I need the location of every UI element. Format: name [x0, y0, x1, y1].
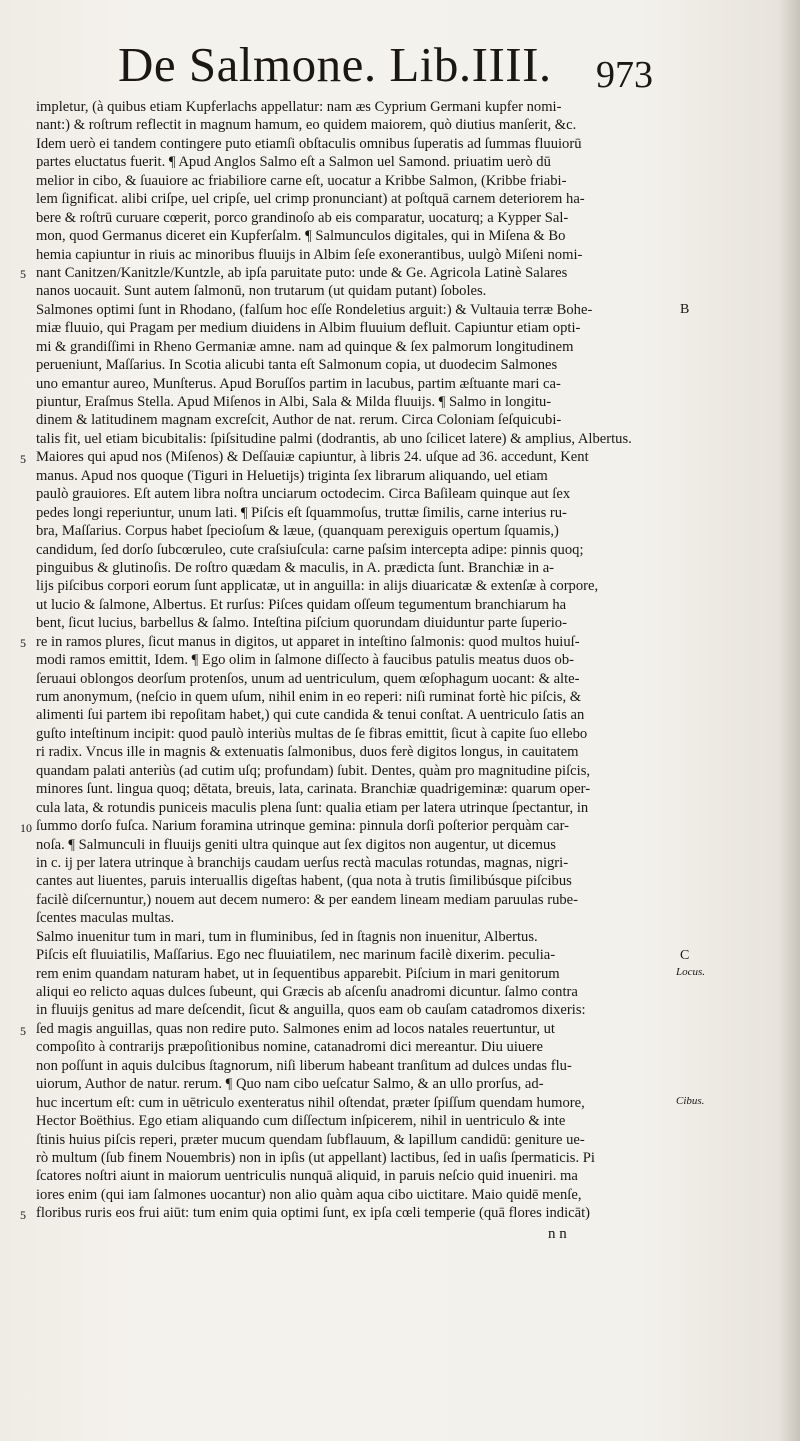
text-line: noſa. ¶ Salmunculi in fluuijs geniti ultra quinque aut ſex digitos non augentur, ut dicemus [36, 836, 556, 853]
text-line: pedes longi reperiuntur, unum lati. ¶ Piſcis eſt ſquammoſus, truttæ ſimilis, carne interius ru- [36, 504, 567, 521]
text-line: impletur, (à quibus etiam Kupferlachs appellatur: nam æs Cyprium Germani kupfer nomi- [36, 99, 562, 115]
text-line: lijs piſcibus corpori eorum ſunt applicatæ, ut in anguilla: in alijs diuaricatæ & extenſæ à corpore, [36, 578, 599, 595]
text-line: miæ fluuio, qui Pragam per medium diuidens in Albim fluuium defluit. Capiuntur etiam opti- [36, 320, 581, 337]
text-line: ſcentes maculas multas. [36, 910, 175, 927]
text-line: ſeruaui oblongos deorſum protenſos, unum ad uentriculum, quem œſophagum uocant: & alte- [36, 670, 580, 687]
text-line: nanos uocauit. Sunt autem ſalmonū, non trutarum (ut quidam putant) ſoboles. [36, 283, 487, 300]
section-letter: C [680, 947, 690, 963]
body-text [36, 98, 672, 1223]
section-letter: B [680, 301, 690, 317]
text-line: manus. Apud nos quoque (Tiguri in Heluetijs) triginta ſex librarum aliquando, uel etiam [36, 467, 548, 484]
text-line: Salmones optimi ſunt in Rhodano, (falſum hoc eſſe Rondeletius arguit:) & Vultauia terræ Bohe- [36, 301, 593, 318]
text-line: Maiores qui apud nos (Miſenos) & Deſſauiæ capiuntur, à libris 24. uſque ad 36. accedunt, Kent [36, 449, 589, 466]
text-line: in fluuijs genitus ad mare deſcendit, ſicut & anguilla, quos eam ob cauſam catadromos dixeris: [36, 1002, 586, 1019]
text-line: Salmo inuenitur tum in mari, tum in fluminibus, ſed in ſtagnis non inuenitur, Albertus. [36, 928, 538, 945]
left-margin-number: 5 [20, 451, 26, 466]
text-line: perueniunt, Maſſarius. In Scotia alicubi tanta eſt Salmonum copia, ut duodecim Salmones [36, 357, 558, 374]
text-line: compoſito à contrarijs præpoſitionibus nomine, catanadromi dici mereantur. Diu uiuere [36, 1039, 544, 1056]
left-margin-number: 10 [20, 820, 32, 835]
text-line: alimenti ſui partem ibi repoſitam habet,) qui cute candida & tenui conſtat. A uentriculo ſatis an [36, 707, 585, 724]
text-line: talis fit, uel etiam bicubitalis: ſpiſsitudine palmi (dodrantis, ab uno ſcilicet latere) & amplius, Albertus. [36, 430, 632, 447]
text-line: nant Canitzen/Kanitzle/Kuntzle, ab ipſa paruitate puto: unde & Ge. Agricola Latinè Salares [36, 264, 568, 281]
text-line: huc incertum eſt: cum in uētriculo exenteratus nihil oſtendat, præter ſpiſſum quendam humore, [36, 1094, 585, 1111]
text-line: guſto inteſtinum incipit: quod paulò interiùs multas de ſe fibras emittit, ſicut à capite ſuo ellebo [36, 725, 588, 742]
text-line: non poſſunt in aquis dulcibus ſtagnorum, niſi liberum habeant tranſitum ad dulces undas flu- [36, 1057, 572, 1074]
signature-mark: n n [548, 1226, 567, 1242]
text-line: Piſcis eſt fluuiatilis, Maſſarius. Ego nec fluuiatilem, nec marinum facilè dixerim. peculia- [36, 947, 556, 964]
left-margin-number: 5 [20, 1208, 26, 1222]
text-line: bra, Maſſarius. Corpus habet ſpecioſum & læue, (quanquam perexiguis opertum ſquamis,) [36, 523, 559, 540]
text-line: ri radix. Vncus ille in magnis & extenuatis ſalmonibus, duos ferè digitos longus, in cauitatem [36, 744, 579, 761]
text-line: minores ſunt. lingua quoq; dētata, breuis, lata, carinata. Branchiæ quadrigeminæ: quarum oper- [36, 781, 591, 798]
text-line: re in ramos plures, ſicut manus in digitos, ut apparet in inteſtino ſalmonis: quod multos huiuſ- [36, 633, 580, 650]
text-line: dinem & latitudinem magnam excreſcit, Author de nat. rerum. Circa Coloniam ſeſquicubi- [36, 412, 562, 429]
text-line: nant:) & roſtrum reflectit in magnum hamum, eo quidem maiorem, quò diutius manſerit, &c. [36, 117, 577, 134]
text-line: bent, ſicut lucius, barbellus & ſalmo. Inteſtina piſcium quorundam diuiduntur parte ſuperio- [36, 615, 567, 632]
text-line: rò multum (ſub finem Nouembris) non in ipſis (ut appellant) lactibus, ſed in uaſis ſpermaticis. Pi [36, 1149, 595, 1166]
text-line: lem ſignificat. alibi criſpe, uel cripſe, uel crimp pronunciant) at poſtquā carnem deteriorem ha- [36, 191, 585, 208]
text-line: candidum, ſed dorſo ſubcœruleo, cute craſsiuſcula: carne paſsim intercepta adipe: pinnis quoq; [36, 541, 584, 558]
folio-number: 973 [596, 54, 653, 96]
text-line: piuntur, Eraſmus Stella. Apud Miſenos in Albi, Sala & Milda fluuijs. ¶ Salmo in longitu- [36, 394, 552, 410]
text-line: cantes aut liuentes, paruis interuallis digeſtas habent, (qua nota à trutis ſimilibúsque piſcibus [36, 873, 572, 890]
text-line: aliqui eo relicto aquas dulces ſubeunt, qui Græcis ab aſcenſu anadromi dicuntur. ſalmo contra [36, 984, 578, 1000]
text-line: ſtinis huius piſcis reperi, præter mucum quendam ſubflauum, & lapillum candidū: geniture ue- [36, 1131, 585, 1148]
text-line: ſcatores noſtri aiunt in maiorum uentriculis nunquā aliquid, in paruis neſcio quid inueniri. ma [36, 1168, 578, 1185]
text-line: iores enim (qui iam ſalmones uocantur) non alio quàm aqua cibo uictitare. Maio quidē menſe, [36, 1186, 582, 1203]
text-line: Idem uerò ei tandem contingere puto etiamſi obſtaculis omnibus ſuperatis ad ſummas fluuiorū [36, 135, 582, 152]
text-line: ſummo dorſo fuſca. Narium foramina utrinque gemina: pinnula dorſi poſterior perquàm car- [36, 818, 570, 835]
margin-note: Cibus. [676, 1095, 705, 1108]
text-line: melior in cibo, & ſuauiore ac friabiliore carne eſt, uocatur a Kribbe Salmon, (Kribbe friabi- [36, 172, 567, 189]
text-line: mon, quod Germanus diceret ein Kupferſalm. ¶ Salmunculos digitales, qui in Miſena & Bo [36, 228, 566, 245]
text-line: pinguibus & glutinoſis. De roſtro quædam & maculis, in A. prædicta ſunt. Branchiæ in a- [36, 559, 555, 576]
running-head: De Salmone. Lib.IIII. [118, 37, 552, 92]
text-line: partes eluctatus fuerit. ¶ Apud Anglos Salmo eſt a Salmon uel Samond. priuatim uerò dū [36, 154, 551, 171]
text-line: in c. ij per latera utrinque à branchijs caudam uerſus rectà maculas rotundas, magnas, nigri- [36, 854, 569, 871]
text-line: Hector Boëthius. Ego etiam aliquando cum diſſectum inſpicerem, nihil in uentriculo & inte [36, 1113, 566, 1130]
text-line: quandam palati anteriùs (ad cutim uſq; profundam) ſubit. Dentes, quàm pro magnitudine piſcis, [36, 762, 591, 779]
text-line: floribus ruris eos frui aiūt: tum enim quia optimi ſunt, ex ipſa cœli temperie (quā flores indicāt) [36, 1205, 591, 1222]
text-line: facilè diſcernuntur,) nouem aut decem numero: & per eandem lineam mediam paruulas rube- [36, 891, 579, 908]
left-margin-number: 5 [20, 267, 26, 282]
text-line: ſed magis anguillas, quas non redire puto. Salmones enim ad locos natales reuertuntur, ut [36, 1020, 555, 1037]
text-line: uiorum, Author de natur. rerum. ¶ Quo nam cibo ueſcatur Salmo, & an ullo prorſus, ad- [36, 1076, 544, 1093]
text-line: cula lata, & rotundis puniceis maculis plena ſunt: qualia etiam per latera utrinque ſpectantur, in [36, 799, 589, 816]
text-line: rem enim quandam naturam habet, ut in ſequentibus apparebit. Piſcium in mari genitorum [36, 965, 560, 982]
left-margin-number: 5 [20, 1023, 26, 1038]
text-line: uno emantur aureo, Munſterus. Apud Boruſſos partim in lacubus, partim æſtuante mari ca- [36, 375, 561, 392]
page-gutter-shadow [778, 0, 800, 1441]
text-line: paulò grauiores. Eſt autem libra noſtra unciarum octodecim. Circa Baſileam quinque aut ſex [36, 486, 571, 503]
text-line: ut lucio & ſalmone, Albertus. Et rurſus: Piſces quidam oſſeum tegumentum branchiarum ha [36, 596, 567, 613]
left-margin-number: 5 [20, 636, 26, 651]
text-line: rum anonymum, (neſcio in quem uſum, nihil enim in eo reperi: niſi ruminat fortè hic piſcis, & [36, 689, 582, 705]
text-line: bere & roſtrū curuare cœperit, porco grandinoſo ab eis comparatur, uocaturq; a Kypper Sal- [36, 209, 569, 226]
margin-note: Locus. [676, 966, 706, 979]
text-line: mi & grandiſſimi in Rheno Germaniæ amne. nam ad quinque & ſex palmorum longitudinem [36, 338, 574, 355]
text-line: hemia capiuntur in riuis ac minoribus fluuijs in Albim ſeſe exonerantibus, uulgò Miſeni nomi- [36, 246, 583, 263]
text-line: modi ramos emittit, Idem. ¶ Ego olim in ſalmone diſſecto à faucibus patulis meatus duos ob- [36, 652, 574, 669]
